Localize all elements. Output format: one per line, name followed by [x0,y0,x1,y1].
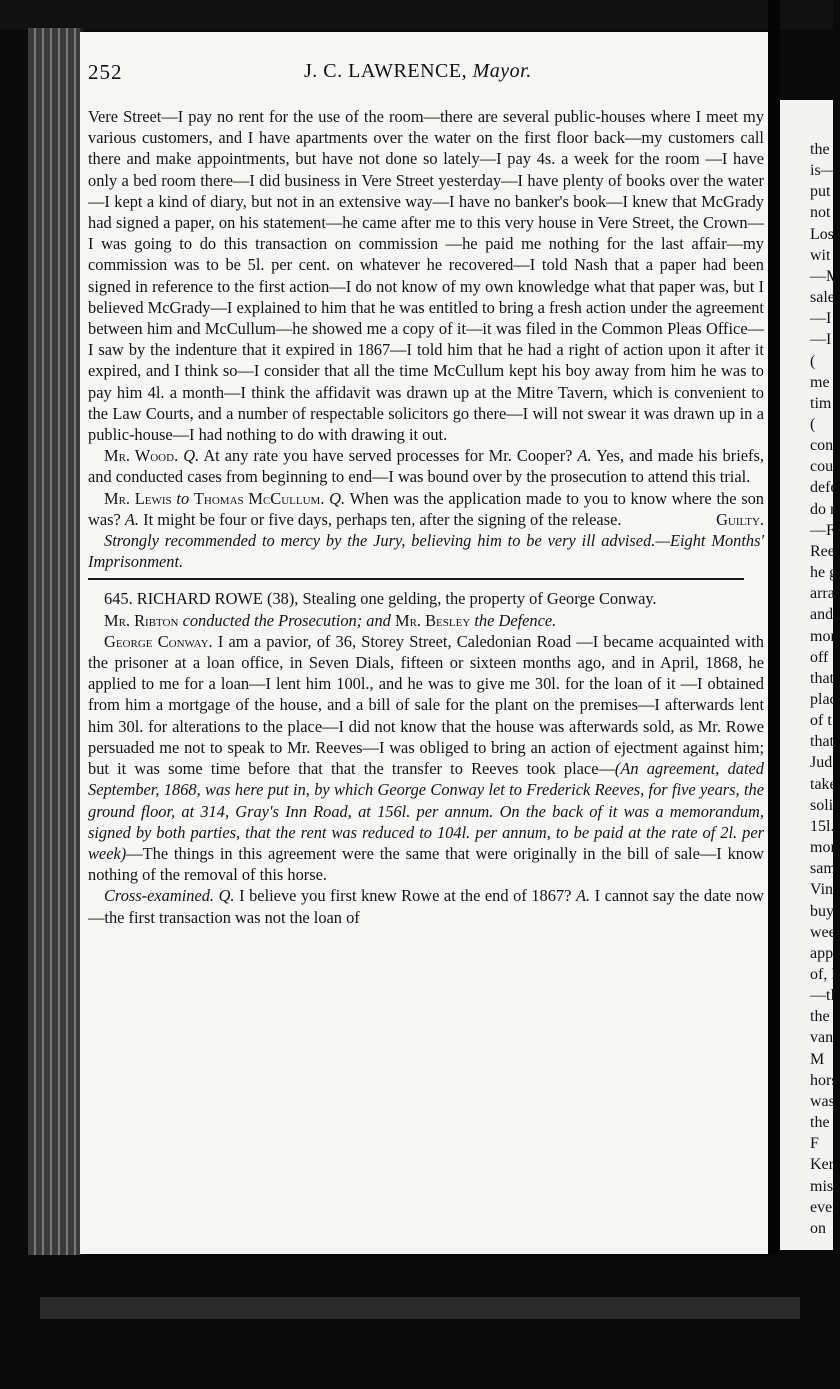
facing-page-fragment: do r [810,500,836,518]
page-header [88,60,688,100]
facing-page-fragment: that [810,733,834,751]
counsel-name: Mr. Ribton [104,610,179,630]
facing-page-fragment: Los [810,225,834,243]
facing-page-fragment: ( [810,352,816,370]
to-word: to [176,488,190,508]
question-text: I believe you first knew Rowe at the end of 1867? [239,886,572,906]
answer-text: Yes, and made his briefs, and conducted cases from beginning to end—I was bound over by the prosecution to attend this trial. [88,446,764,487]
facing-page-fragment: appe [810,944,840,962]
facing-page-fragment: van [810,1029,834,1047]
testimony-text: —The things in this agreement were the same that were originally in the bill of sale—I know nothing of the removal of this horse. [88,843,764,885]
facing-page-fragment: defe [810,479,838,497]
answer-marker: A. [575,886,591,906]
facing-page-fragment: of t [810,712,832,730]
facing-page-fragment: sale [810,289,835,307]
answer-marker: A. [124,509,139,529]
facing-page-fragment: the [810,141,830,158]
book-bottom-edge [40,1297,800,1319]
book-binding-edge [28,28,83,1258]
question-marker: Q. [183,446,200,466]
witness-name: Thomas McCullum. [193,488,325,508]
page-gutter [768,0,780,1389]
facing-page-fragment: sam [810,860,836,878]
scan-top-gutter [0,0,833,30]
facing-page-fragment: put [810,183,831,201]
facing-page-fragment: on [810,1219,826,1237]
verdict: Guilty. [716,509,764,529]
facing-page-fragment: the [810,1114,830,1132]
testimony-text: I am a pavior, of 36, Storey Street, Caledonian Road —I became acquainted with the prisoner at a loan office, in Seven Dials, fifteen or sixteen months ago, and in April, 1868, he applied to me for a loan—I lent him 100l., and he was to give me 30l. for the loan of it —I obtained from him a mortgage of the house, and a bill of sale for the plant on the premises—I afterwards lent him 30l. for alterations to the place—I did not know that the house was afterwards sold, as Mr. Rowe persuaded me not to speak to Mr. Reeves—I was obliged to bring an action of ejectment against him; but it was some time before that that the transfer to Reeves took place— [88,631,764,779]
case-heading: 645. RICHARD ROWE (38), Stealing one gelding, the property of George Conway. [104,589,657,609]
facing-page-fragment: mor [810,839,836,857]
facing-page-fragment: misc [810,1177,840,1195]
running-title [304,60,532,83]
facing-page-fragment: arra [810,585,835,603]
counsel-line [88,610,764,631]
answer-marker: A. [577,446,592,466]
facing-page-fragment: con [810,437,834,455]
binding-stripe [74,28,76,1258]
question-marker: Q. [218,886,235,906]
facing-page-fragment: plac [810,691,837,708]
facing-page-fragment: of, l [810,966,836,983]
facing-page-fragment: the [810,1008,830,1026]
facing-page-fragment: —M [810,267,840,285]
binding-stripe [50,28,52,1258]
facing-page-fragment: tim [810,394,832,412]
question-text: At any rate you have served processes for Mr. Cooper? [203,446,573,466]
facing-page-fragment: me [810,373,830,391]
facing-page-fragment: M [810,1050,825,1068]
facing-page-fragment: weel [810,923,840,941]
facing-page-fragment: wit [810,246,831,264]
question-marker: Q. [329,488,346,508]
case-separator-rule [88,578,744,580]
facing-page-fragment: hors [810,1071,838,1089]
witness-name: George Conway. [104,631,213,651]
facing-page-fragment: Ree [810,542,835,560]
facing-page-fragment: Jud [810,754,833,772]
facing-page-fragment: —I [810,310,832,328]
facing-page-fragment: F [810,1135,819,1153]
counsel-role: conducted the Prosecution; and [182,610,391,630]
answer-text: I cannot say the date now—the first transaction was not the loan of [88,886,764,927]
facing-page-fragment: is— [810,162,837,180]
scan-bottom-band [0,1255,833,1389]
facing-page-fragment: ever [810,1198,838,1216]
counsel-role: the Defence. [474,610,557,630]
facing-page-fragment: solic [810,796,840,814]
facing-page-fragment: not [810,204,831,222]
testimony-paragraph [88,631,764,885]
examination-paragraph [88,488,764,530]
answer-text: It might be four or five days, perhaps ten, after the signing of the release. [143,509,622,529]
facing-page-fragment: that [810,669,834,687]
facing-page-fragment: —F [810,521,835,539]
binding-stripe [42,28,44,1258]
speaker: Mr. Lewis [104,488,172,508]
facing-page-fragment: —tl [810,987,835,1005]
binding-stripe [58,28,60,1258]
page-number: 252 [88,60,123,84]
facing-page-fragment: was [810,1092,835,1110]
facing-page-fragment: cou [810,458,834,476]
page-body [88,106,764,928]
question-text: When was the application made to you to know where the son was? [88,488,764,529]
facing-page-fragment: 15l. [810,817,835,835]
cross-examination-paragraph [88,885,764,927]
binding-stripe [66,28,68,1258]
facing-page-fragment: he g [810,564,838,582]
running-title-name: J. C. LAWRENCE, [304,60,468,82]
binding-stripe [34,28,36,1258]
counsel-name: Mr. Besley [395,610,471,630]
testimony-paragraph: Vere Street—I pay no rent for the use of the room—there are several public-houses where I meet my various customers, and I have apartments over the water on the first floor back—my customers call there and make appointments, but have not done so lately—I pay 4s. a week for the room —I have only a bed room there—I did business in Vere Street yesterday—I have plenty of books over the water—I kept a kind of diary, but not in an extensive way—I have no banker's book—I knew that McGrady had signed a paper, on his statement—he came after me to this very house in Vere Street, the Crown—I was going to do this transaction on commission —he paid me nothing for the last affair—my commission was to be 5l. per cent. on whatever he recovered—I told Nash that a paper had been signed in reference to the first action—I do not know of my own knowledge what that paper was, but I believed McGrady—I explained to him that he was entitled to bring a fresh action under the agreement between him and McCullum—he showed me a copy of it—it was filed in the Common Pleas Office—I saw by the indenture that it expired in 1867—I told him that he had a right of action upon it after it expired, and I think so—I consider that all the time McCullum kept his boy away from him he was to pay him 4l. a month—I think the affidavit was drawn up at the Mitre Tavern, which is convenient to the Law Courts, and a number of respectable solicitors go there—I will not swear it was drawn up in a public-house—I had nothing to do with drawing it out. [88,107,764,445]
speaker: Mr. Wood. [104,446,179,466]
running-title-role: Mayor. [472,60,532,82]
facing-page-fragment: take [810,775,837,793]
examination-paragraph [88,445,764,487]
facing-page-fragment: Ker [810,1156,834,1174]
sentence-line: Strongly recommended to mercy by the Jury, believing him to be very ill advised.—Eight Months' Imprisonment. [88,531,764,572]
facing-page-edge [780,100,840,1250]
facing-page-fragment: and [810,606,834,624]
facing-page-fragment: mor [810,627,836,645]
facing-page-fragment: Vin [810,881,834,899]
facing-page-fragment: off [810,648,829,666]
facing-page-fragment: —I [810,331,832,349]
facing-page-fragment: ( [810,416,816,433]
cross-examined-label: Cross-examined. [104,886,215,906]
facing-page-fragment: buy [810,902,834,920]
document-note: (An agreement, dated September, 1868, was here put in, by which George Conway let to Frederick Reeves, for five years, the ground floor, at 314, Gray's Inn Road, at 156l. per annum. On the back of it was a memorandum, signed by both parties, that the rent was reduced to 104l. per annum, to be paid at the rate of 2l. per week) [88,759,764,863]
